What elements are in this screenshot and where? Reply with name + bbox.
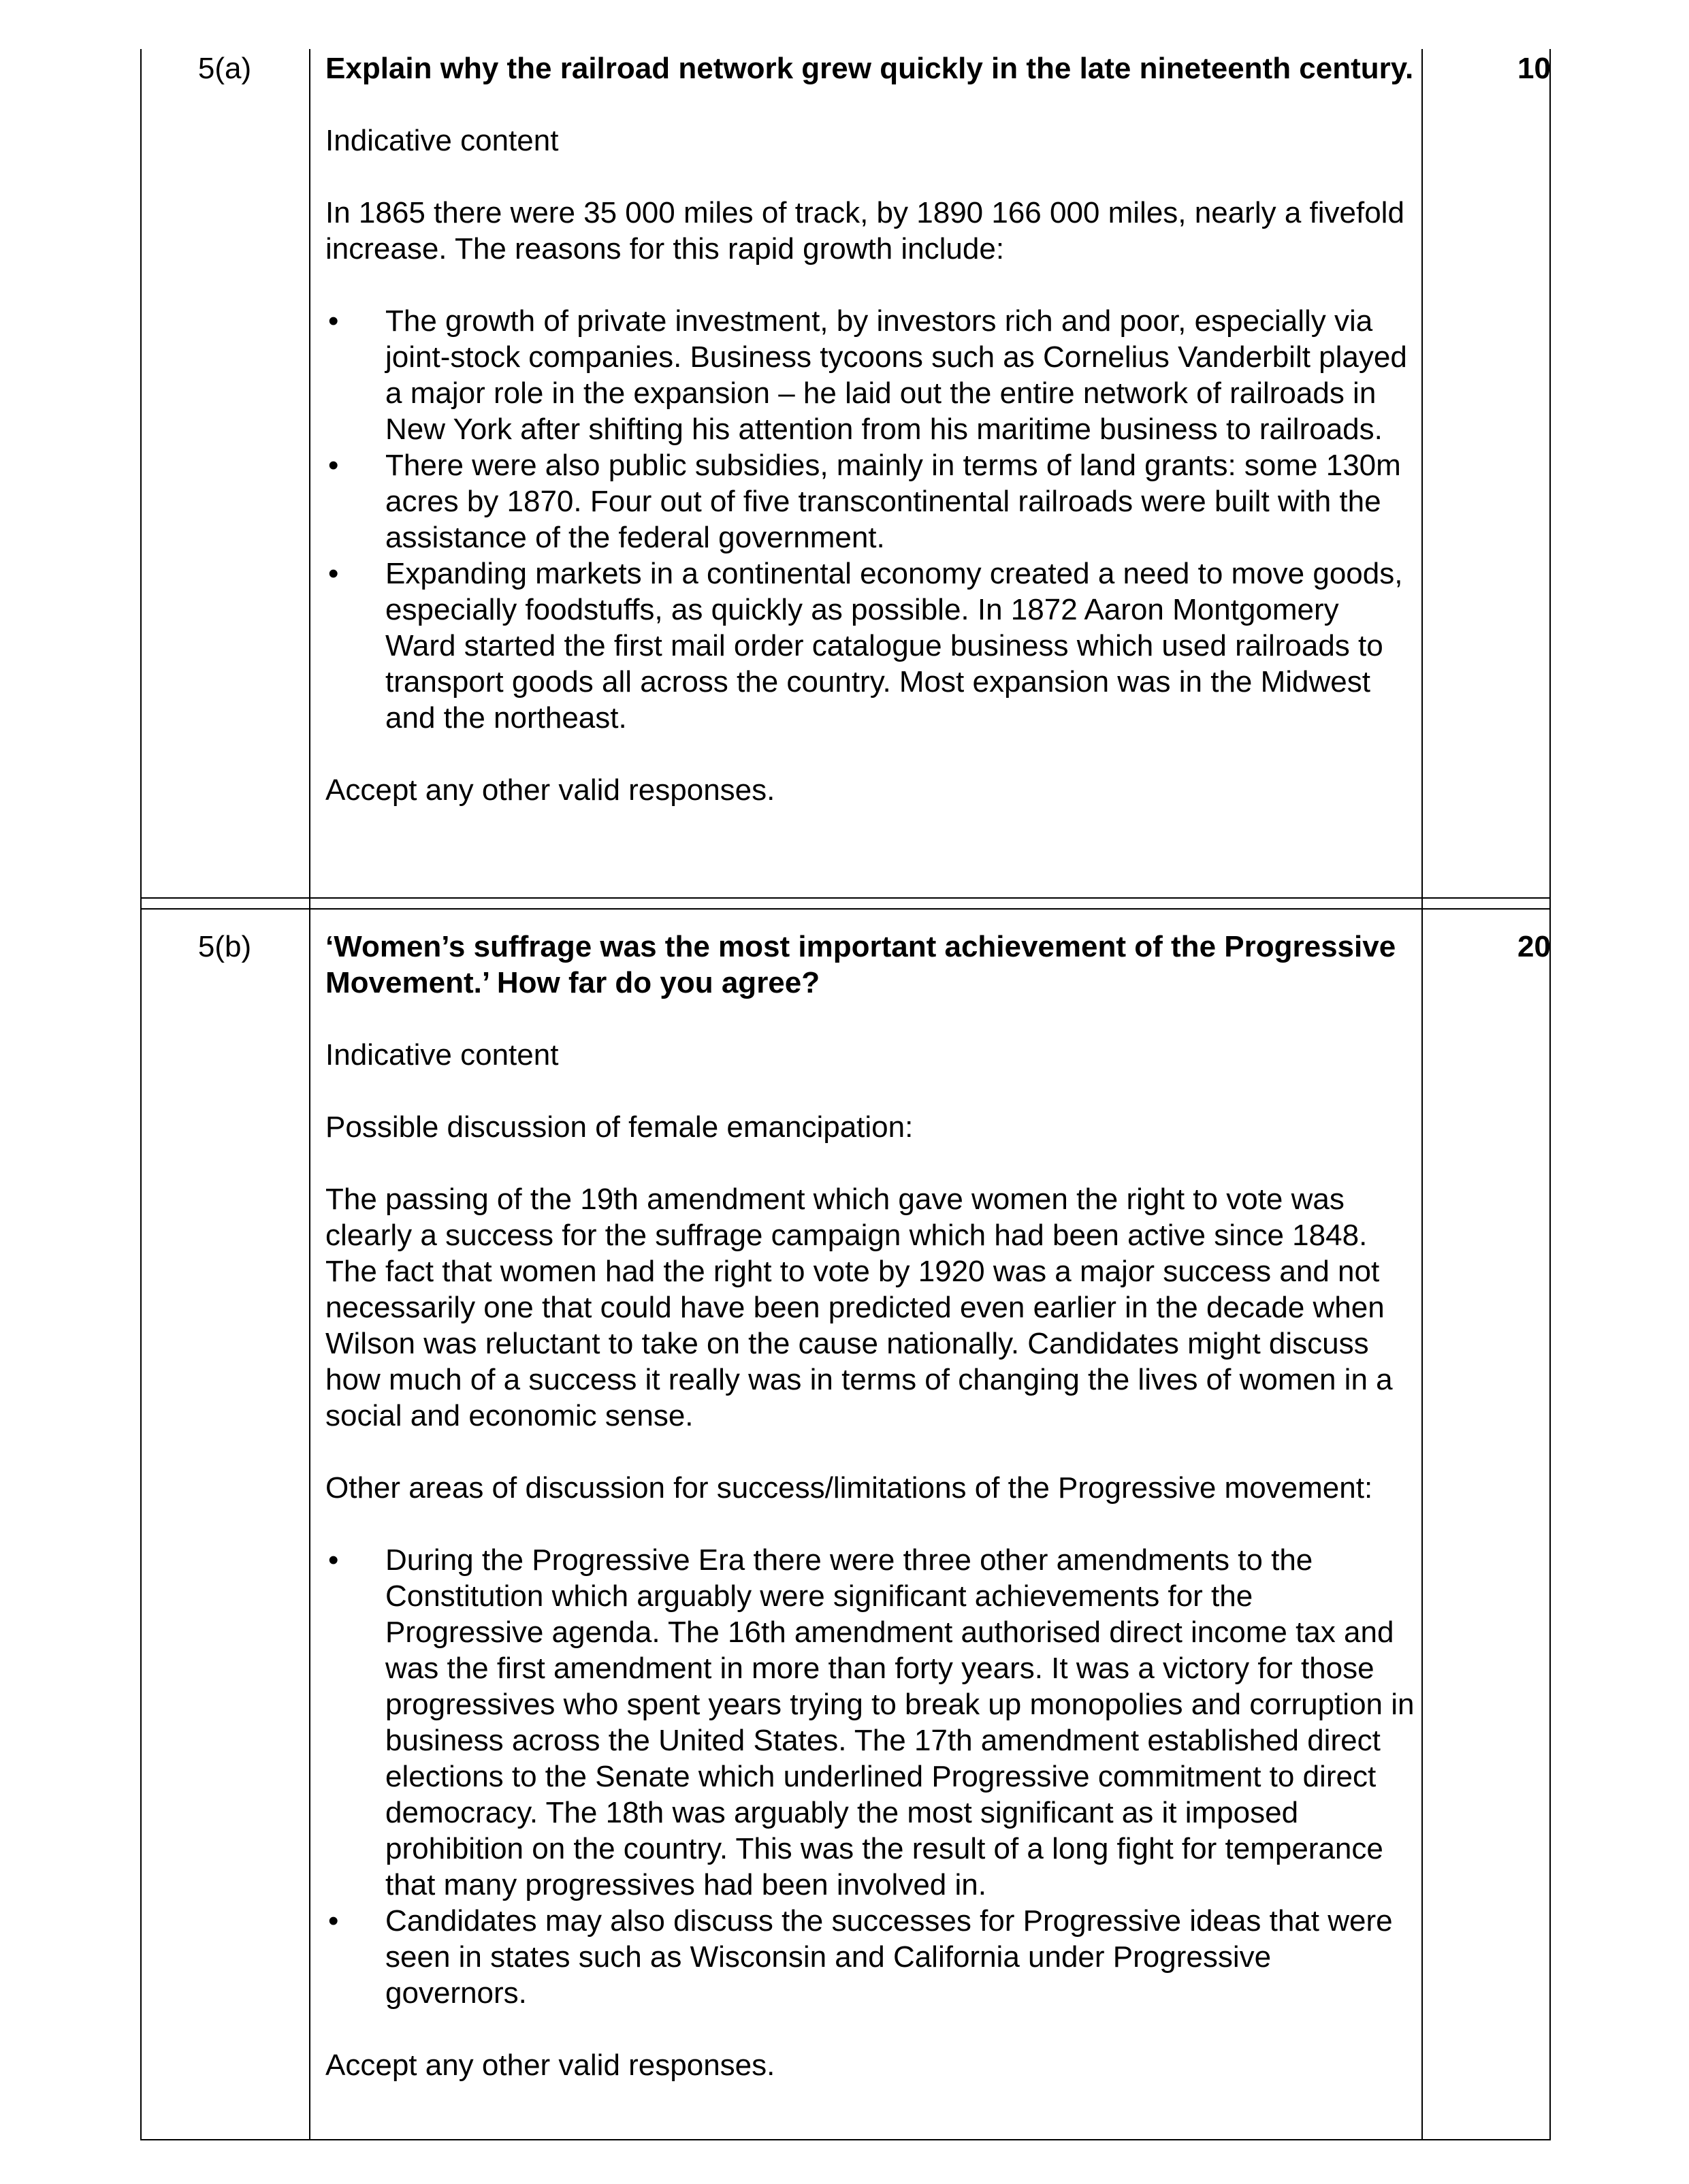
row-separator-bottom xyxy=(140,908,1551,910)
question-number-5a: 5(a) xyxy=(197,52,252,85)
table-column-divider-2 xyxy=(1421,49,1423,2140)
table-bottom-border xyxy=(140,2139,1551,2140)
bullet-icon: • xyxy=(328,304,339,338)
marks-5b: 20 xyxy=(1517,930,1551,963)
list-item xyxy=(325,447,1415,556)
row-separator-top xyxy=(140,897,1551,899)
bullet-text: Expanding markets in a continental economy created a need to move goods, especially foodstuffs, as quickly as possible. In 1872 Aaron Montgomery Ward started the first mail order catalogue business which used railroads to transport goods all across the country. Most expansion was in the Midwest and the northeast. xyxy=(385,557,1403,735)
bullet-icon: • xyxy=(328,1543,339,1577)
bullet-icon: • xyxy=(328,1904,339,1938)
question-5a-closing: Accept any other valid responses. xyxy=(325,773,775,807)
table-right-border xyxy=(1549,49,1551,2140)
bullet-text: There were also public subsidies, mainly in terms of land grants: some 130m acres by 1870. Four out of five transcontinental railroads were built with the assistance of the federal government. xyxy=(385,449,1401,554)
bullet-text: During the Progressive Era there were three other amendments to the Constitution which arguably were significant achievements for the Progressive agenda. The 16th amendment authorised direct income tax and was the first amendment in more than forty years. It was a victory for those progressives who spent years trying to break up monopolies and corruption in business across the United States. The 17th amendment established direct elections to the Senate which underlined Progressive commitment to direct democracy. The 18th was arguably the most significant as it imposed prohibition on the country. This was the result of a long fight for temperance that many progressives had been involved in. xyxy=(385,1543,1415,1901)
bullet-text: Candidates may also discuss the successes for Progressive ideas that were seen in states such as Wisconsin and California under Progressive governors. xyxy=(385,1904,1393,2010)
question-5a-intro: In 1865 there were 35 000 miles of track, by 1890 166 000 miles, nearly a fivefold increase. The reasons for this rapid growth include: xyxy=(325,196,1404,266)
list-item xyxy=(325,1903,1415,2011)
indicative-content-heading: Indicative content xyxy=(325,124,559,157)
bullet-icon: • xyxy=(328,557,339,590)
table-column-divider-1 xyxy=(309,49,310,2140)
list-item xyxy=(325,556,1415,736)
indicative-content-heading: Indicative content xyxy=(325,1038,559,1072)
question-5a-content xyxy=(325,50,1415,808)
question-5a-title: Explain why the railroad network grew quickly in the late nineteenth century. xyxy=(325,52,1414,85)
question-5b-subheading-2: Other areas of discussion for success/limitations of the Progressive movement: xyxy=(325,1471,1373,1505)
question-5b-content xyxy=(325,929,1415,2083)
bullet-text: The growth of private investment, by investors rich and poor, especially via joint-stock companies. Business tycoons such as Cornelius Vanderbilt played a major role in the expansion – he laid out the entire network of railroads in New York after shifting his attention from his maritime business to railroads. xyxy=(385,304,1407,446)
question-5b-subheading: Possible discussion of female emancipation: xyxy=(325,1110,914,1144)
question-5b-bullet-list xyxy=(325,1542,1415,2011)
table-left-border xyxy=(140,49,142,2140)
bullet-icon: • xyxy=(328,449,339,482)
question-5b-closing: Accept any other valid responses. xyxy=(325,2049,775,2082)
list-item xyxy=(325,303,1415,447)
marks-5a: 10 xyxy=(1517,52,1551,85)
question-number-5b: 5(b) xyxy=(197,930,252,963)
question-5a-bullet-list xyxy=(325,303,1415,736)
list-item xyxy=(325,1542,1415,1903)
question-5b-paragraph: The passing of the 19th amendment which gave women the right to vote was clearly a success for the suffrage campaign which had been active since 1848. The fact that women had the right to vote by 1920 was a major success and not necessarily one that could have been predicted even earlier in the decade when Wilson was reluctant to take on the cause nationally. Candidates might discuss how much of a success it really was in terms of changing the lives of women in a social and economic sense. xyxy=(325,1183,1393,1432)
question-5b-title: ‘Women’s suffrage was the most important achievement of the Progressive Movement.’ How far do you agree? xyxy=(325,930,1396,999)
